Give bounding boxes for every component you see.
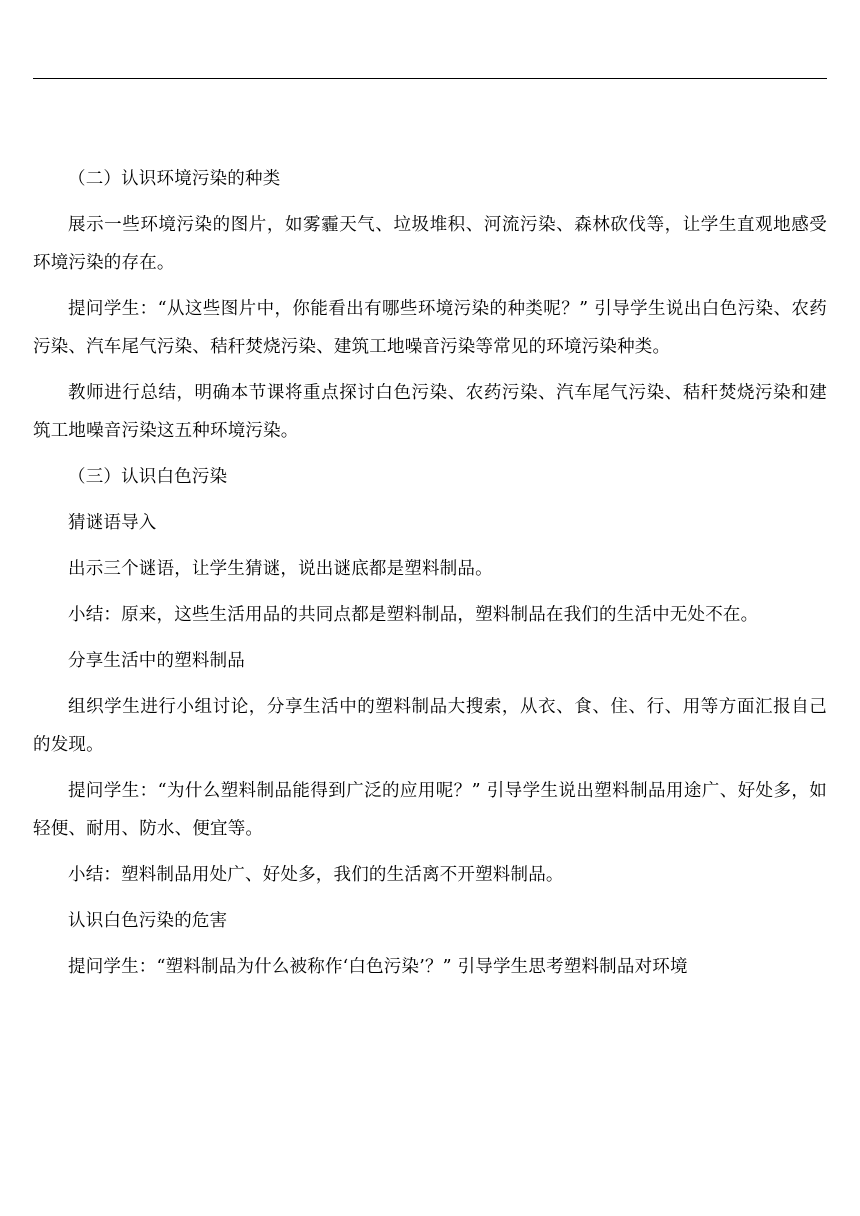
paragraph: 出示三个谜语，让学生猜谜，说出谜底都是塑料制品。	[68, 559, 493, 579]
subheading-hazards: 认识白色污染的危害	[68, 911, 228, 931]
paragraph: 组织学生进行小组讨论，分享生活中的塑料制品大搜索，从衣、食、住、行、用等方面汇报自己的发现。	[33, 697, 827, 755]
paragraph: 提问学生：“为什么塑料制品能得到广泛的应用呢？” 引导学生说出塑料制品用途广、好处多，如轻便、耐用、防水、便宜等。	[33, 781, 827, 839]
paragraph: 小结：原来，这些生活用品的共同点都是塑料制品，塑料制品在我们的生活中无处不在。	[68, 605, 759, 625]
paragraph: 提问学生：“塑料制品为什么被称作‘白色污染’？” 引导学生思考塑料制品对环境	[68, 957, 688, 977]
section-heading-types: （二）认识环境污染的种类	[68, 169, 281, 189]
subheading-share-plastics: 分享生活中的塑料制品	[68, 651, 245, 671]
section-heading-white-pollution: （三）认识白色污染	[68, 467, 228, 487]
paragraph: 展示一些环境污染的图片，如雾霾天气、垃圾堆积、河流污染、森林砍伐等，让学生直观地感受环境污染的存在。	[33, 215, 827, 273]
paragraph: 小结：塑料制品用处广、好处多，我们的生活离不开塑料制品。	[68, 865, 564, 885]
paragraph: 提问学生：“从这些图片中，你能看出有哪些环境污染的种类呢？” 引导学生说出白色污染、农药污染、汽车尾气污染、秸秆焚烧污染、建筑工地噪音污染等常见的环境污染种类。	[33, 299, 827, 357]
header-rule	[33, 78, 827, 79]
subheading-riddle: 猜谜语导入	[68, 513, 157, 533]
paragraph: 教师进行总结，明确本节课将重点探讨白色污染、农药污染、汽车尾气污染、秸秆焚烧污染和建筑工地噪音污染这五种环境污染。	[33, 383, 827, 441]
document-body	[33, 160, 827, 994]
